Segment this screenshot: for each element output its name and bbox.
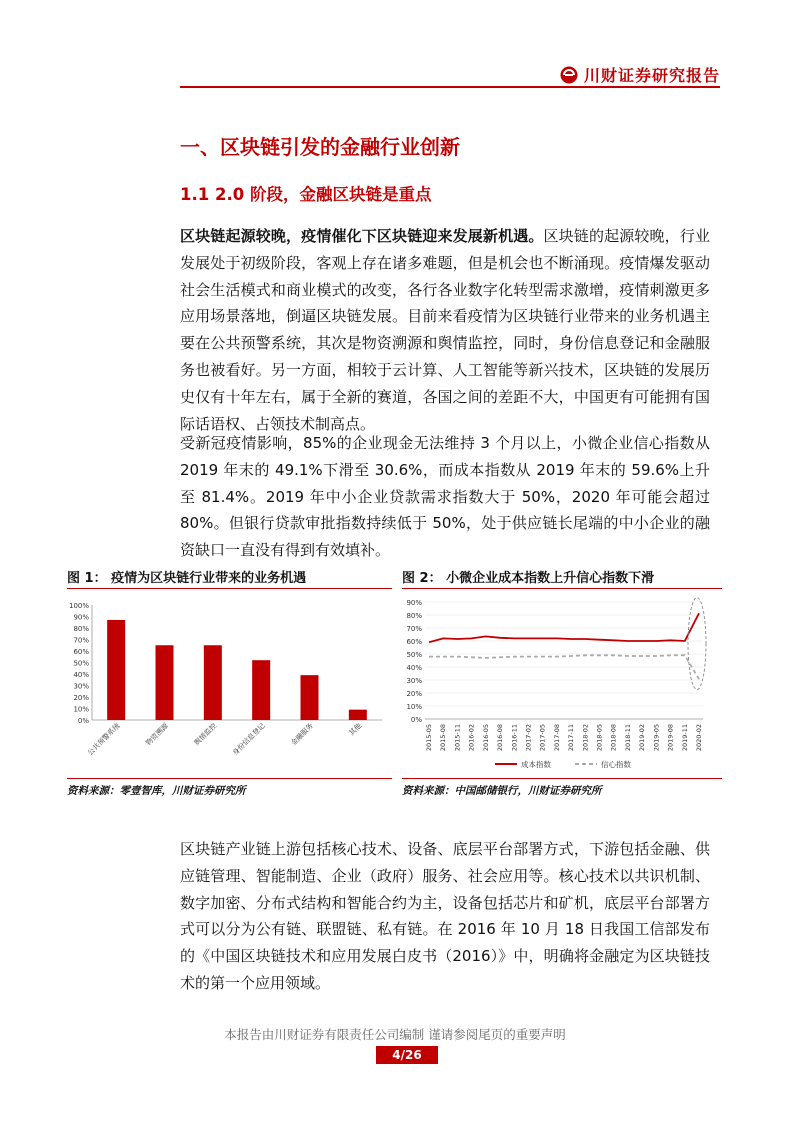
x-tick-label: 2016-02 bbox=[467, 724, 476, 752]
section-heading: 一、区块链引发的金融行业创新 bbox=[180, 135, 460, 159]
bar bbox=[301, 675, 319, 720]
y-tick-label: 100% bbox=[68, 602, 89, 610]
x-tick-label: 2018-05 bbox=[595, 724, 604, 752]
x-tick-label: 2020-02 bbox=[695, 724, 703, 752]
paragraph-1-lead: 区块链起源较晚，疫情催化下区块链迎来发展新机遇。 bbox=[180, 227, 544, 245]
bar bbox=[252, 660, 270, 720]
y-tick-label: 70% bbox=[406, 625, 422, 633]
y-tick-label: 90% bbox=[73, 613, 89, 622]
x-tick-label: 公共预警系统 bbox=[86, 721, 122, 758]
x-tick-label: 2018-08 bbox=[609, 724, 618, 752]
bar bbox=[349, 710, 367, 720]
bar bbox=[107, 620, 125, 720]
y-tick-label: 90% bbox=[406, 599, 422, 607]
x-tick-label: 2017-02 bbox=[524, 724, 533, 752]
bar bbox=[156, 645, 174, 720]
x-tick-label: 2015-08 bbox=[439, 724, 448, 752]
paragraph-1-body: 区块链的起源较晚，行业发展处于初级阶段，客观上存在诸多难题，但是机会也不断涌现。疫情爆发驱动社会生活模式和商业模式的改变，各行各业数字化转型需求激增，疫情刺激更多应用场景落地，倒逼区块链发展。目前来看疫情为区块链行业带来的业务机遇主要在公共预警系统，其次是物资溯源和舆情监控，同时，身份信息登记和金融服务也被看好。另一方面，相较于云计算、人工智能等新兴技术，区块链的发展历史仅有十年左右，属于全新的赛道，各国之间的差距不大，中国更有可能拥有国际话语权、占领技术制高点。 bbox=[180, 227, 710, 433]
footer-disclaimer: 本报告由川财证券有限责任公司编制 谨请参阅尾页的重要声明 bbox=[224, 1027, 566, 1042]
paragraph-1 bbox=[180, 223, 710, 437]
company-logo-icon bbox=[560, 66, 578, 84]
x-tick-label: 2016-08 bbox=[496, 724, 505, 752]
y-tick-label: 60% bbox=[73, 648, 89, 656]
x-tick-label: 2017-11 bbox=[567, 724, 576, 752]
y-tick-label: 50% bbox=[406, 651, 422, 659]
page-number: 4/26 bbox=[376, 1046, 438, 1064]
y-tick-label: 30% bbox=[73, 682, 89, 691]
figure-1-bottom-rule bbox=[67, 778, 392, 779]
y-tick-label: 0% bbox=[77, 717, 89, 725]
x-tick-label: 2016-11 bbox=[510, 724, 519, 752]
legend-label: 成本指数 bbox=[521, 760, 551, 769]
y-tick-label: 10% bbox=[406, 703, 422, 711]
x-tick-label: 身份信息登记 bbox=[231, 721, 267, 758]
y-tick-label: 20% bbox=[406, 690, 422, 698]
paragraph-2: 受新冠疫情影响，85%的企业现金无法维持 3 个月以上，小微企业信心指数从 2019 年末的 49.1%下滑至 30.6%，而成本指数从 2019 年末的 59.6%上升至 81.4%。2019 年中小企业贷款需求指数大于 50%，2020 年可能会超过 80%。但银行贷款审批指数持续低于 50%，处于供应链长尾端的中小企业的融资缺口一直没有得到有效填补。 bbox=[180, 434, 710, 560]
header-divider bbox=[180, 86, 720, 88]
x-tick-label: 2016-05 bbox=[481, 724, 490, 752]
x-tick-label: 金融服务 bbox=[289, 721, 315, 748]
legend-label: 信心指数 bbox=[601, 760, 631, 769]
x-tick-label: 2019-11 bbox=[680, 724, 689, 752]
x-tick-label: 物资溯源 bbox=[144, 721, 170, 748]
y-tick-label: 40% bbox=[73, 671, 89, 679]
x-tick-label: 其他 bbox=[347, 721, 364, 738]
figure-1-rule bbox=[67, 588, 392, 589]
report-header-title: 川财证券研究报告 bbox=[584, 66, 721, 85]
y-tick-label: 40% bbox=[406, 664, 422, 672]
y-tick-label: 70% bbox=[73, 636, 89, 645]
x-tick-label: 2017-08 bbox=[552, 724, 561, 752]
figure-2-bottom-rule bbox=[402, 778, 722, 779]
highlight-ellipse bbox=[688, 598, 706, 690]
figure-2-source: 资料来源：中国邮储银行，川财证券研究所 bbox=[402, 785, 602, 797]
figure-1-title: 图 1： 疫情为区块链行业带来的业务机遇 bbox=[67, 571, 307, 586]
x-tick-label: 2015-11 bbox=[453, 724, 462, 752]
x-tick-label: 2019-05 bbox=[652, 724, 661, 752]
figure-2-rule bbox=[402, 588, 722, 589]
paragraph-3: 区块链产业链上游包括核心技术、设备、底层平台部署方式，下游包括金融、供应链管理、智能制造、企业（政府）服务、社会应用等。核心技术以共识机制、数字加密、分布式结构和智能合约为主，设备包括芯片和矿机，底层平台部署方式可以分为公有链、联盟链、私有链。在 2016 年 10 月 18 日我国工信部发布的《中国区块链技术和应用发展白皮书（2016）》中，明确将金融定为区块链技术的第一个应用领域。 bbox=[180, 840, 710, 992]
x-tick-label: 2018-11 bbox=[623, 724, 632, 752]
x-tick-label: 2019-02 bbox=[638, 724, 647, 752]
x-tick-label: 舆情监控 bbox=[192, 721, 219, 748]
figure-2-title: 图 2： 小微企业成本指数上升信心指数下滑 bbox=[402, 571, 655, 586]
figure-2-line-chart bbox=[398, 592, 724, 777]
subsection-heading: 1.1 2.0 阶段，金融区块链是重点 bbox=[180, 185, 432, 204]
y-tick-label: 80% bbox=[406, 612, 422, 620]
y-tick-label: 0% bbox=[410, 716, 422, 724]
figure-1-source: 资料来源：零壹智库，川财证券研究所 bbox=[67, 785, 246, 797]
y-tick-label: 20% bbox=[73, 694, 89, 702]
y-tick-label: 60% bbox=[406, 638, 422, 646]
x-tick-label: 2019-08 bbox=[666, 724, 675, 752]
figure-1-bar-chart bbox=[60, 592, 395, 777]
y-tick-label: 50% bbox=[73, 659, 89, 668]
x-tick-label: 2015-05 bbox=[425, 724, 433, 752]
y-tick-label: 80% bbox=[73, 625, 89, 633]
bar bbox=[204, 645, 222, 720]
x-tick-label: 2017-05 bbox=[538, 724, 547, 752]
y-tick-label: 10% bbox=[73, 705, 89, 714]
x-tick-label: 2018-02 bbox=[581, 724, 590, 752]
y-tick-label: 30% bbox=[406, 677, 422, 685]
